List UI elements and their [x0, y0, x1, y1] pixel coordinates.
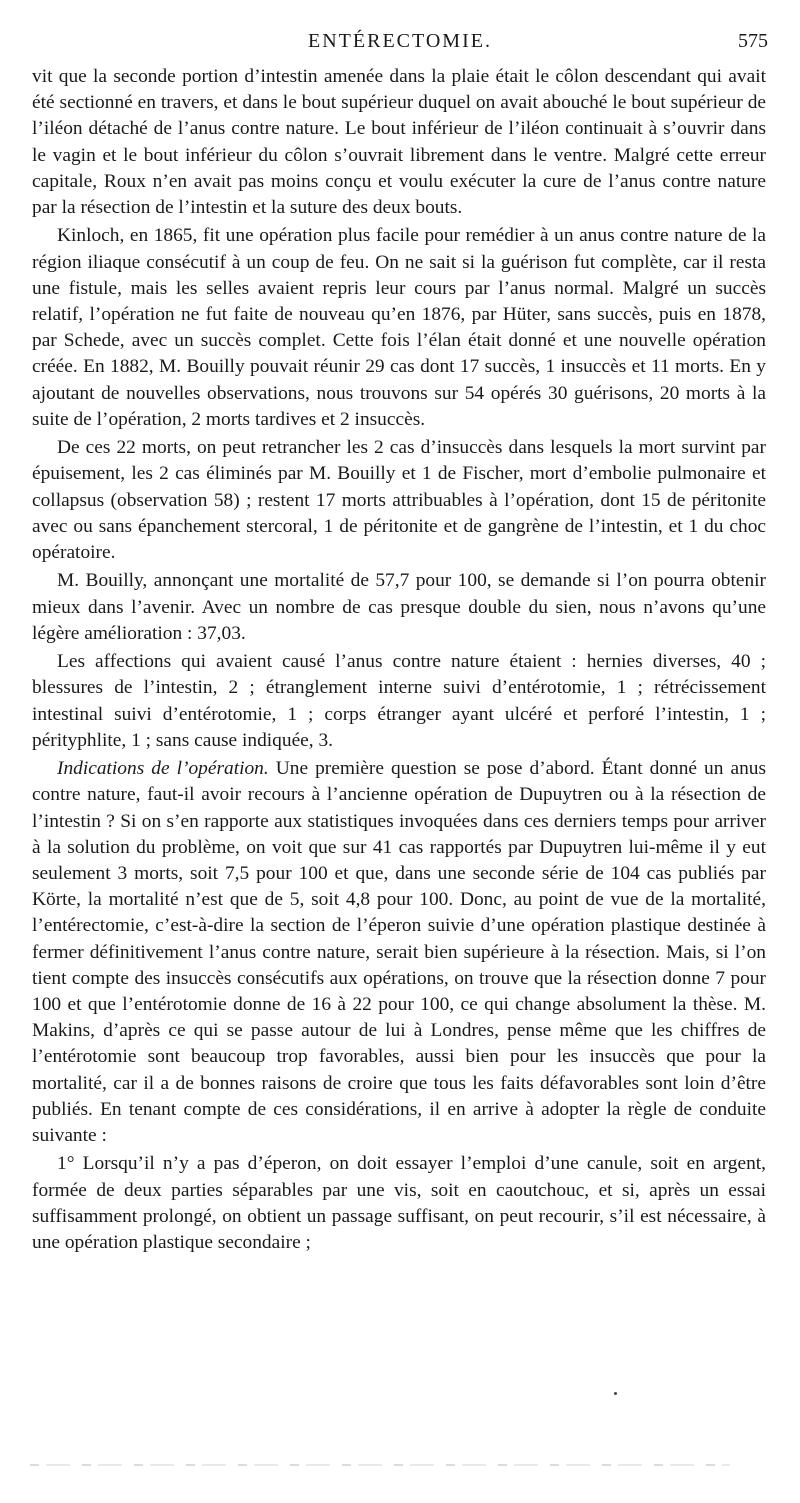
paragraph-deaths: De ces 22 morts, on peut retrancher les 2 cas d’insuccès dans lesquels la mort survint par épuisement, les 2 cas éliminés par M. Bouilly et 1 de Fischer, mort d’embolie pulmonaire et collapsus (observation 58) ; restent 17 morts attribuables à l’opération, dont 15 de péritonite avec ou sans épanchement stercoral, 1 de péritonite et de gangrène de l’intestin, et 1 du choc opératoire. [32, 437, 766, 564]
page-number: 575 [738, 30, 768, 52]
faded-footer-line [30, 1464, 730, 1466]
paragraph-affections: Les affections qui avaient causé l’anus contre nature étaient : hernies diverses, 40 ; blessures de l’intestin, 2 ; étranglement interne suivi d’entérotomie, 1 ; rétrécissement intestinal suivi d’entérotomie, 1 ; corps étranger ayant ulcéré et perforé l’intestin, 1 ; pérityphlite, 1 ; sans cause indiquée, 3. [32, 651, 766, 751]
print-speck [614, 1392, 617, 1395]
paragraph-indications [32, 756, 766, 1149]
running-title: ENTÉRECTOMIE. [308, 30, 492, 52]
body-text [32, 64, 766, 1258]
paragraph-kinloch: Kinloch, en 1865, fit une opération plus facile pour remédier à un anus contre nature de la région iliaque consécutif à un coup de feu. On ne sait si la guérison fut complète, car il resta une fistule, mais les selles avaient repris leur cours par l’anus normal. Malgré un succès relatif, l’opération ne fut faite de nouveau qu’en 1876, par Hüter, sans succès, puis en 1878, par Schede, avec un succès complet. Cette fois l’élan était donné et une nouvelle opération créée. En 1882, M. Bouilly pouvait réunir 29 cas dont 17 succès, 1 insuccès et 11 morts. En y ajoutant de nouvelles observations, nous trouvons sur 54 opérés 30 guérisons, 20 morts à la suite de l’opération, 2 morts tardives et 2 insuccès. [32, 225, 766, 430]
paragraph-bouilly-mortality: M. Bouilly, annonçant une mortalité de 57,7 pour 100, se demande si l’on pourra obtenir mieux dans l’avenir. Avec un nombre de cas presque double du sien, nous n’avons qu’une légère amélioration : 37,03. [32, 570, 766, 644]
indications-heading: Indications de l’opération. [57, 758, 269, 780]
paragraph-rule-1: 1° Lorsqu’il n’y a pas d’éperon, on doit essayer l’emploi d’une canule, soit en argent, formée de deux parties séparables par une vis, soit en caoutchouc, et si, après un essai suffisamment prolongé, on obtient un passage suffisant, on peut recourir, s’il est nécessaire, à une opération plastique secondaire ; [32, 1153, 766, 1254]
indications-text: Une première question se pose d’abord. Étant donné un anus contre nature, faut-il avoir recours à l’ancienne opération de Dupuytren ou à la résection de l’intestin ? Si on s’en rapporte aux statistiques invoquées dans ces derniers temps pour arriver à la solution du problème, on voit que sur 41 cas rapportés par Dupuytren lui-même il y eut seulement 3 morts, soit 7,5 pour 100 et que, dans une seconde série de 104 cas publiés par Körte, la mortalité n’est que de 5, soit 4,8 pour 100. Donc, au point de vue de la mortalité, l’entérectomie, c’est-à-dire la section de l’éperon suivie d’une opération plastique destinée à fermer définitivement l’anus contre nature, serait bien supérieure à la résection. Mais, si l’on tient compte des insuccès consécutifs aux opérations, on trouve que la résection donne 7 pour 100 et que l’entérotomie donne de 16 à 22 pour 100, ce qui change absolument la thèse. M. Makins, d’après ce qui se passe autour de lui à Londres, pense même que les chiffres de l’entérotomie sont beaucoup trop favorables, aussi bien pour les insuccès que pour la mortalité, car il a de bonnes raisons de croire que tous les faits défavorables sont loin d’être publiés. En tenant compte de ces considérations, il en arrive à adopter la règle de conduite suivante : [32, 758, 767, 1147]
paragraph-roux-continuation: vit que la seconde portion d’intestin amenée dans la plaie était le côlon descendant qui avait été sectionné en travers, et dans le bout supérieur duquel on avait abouché le bout supérieur de l’iléon détaché de l’anus contre nature. Le bout inférieur de l’iléon continuait à s’ouvrir dans le vagin et le bout inférieur du côlon s’ouvrait librement dans le ventre. Malgré cette erreur capitale, Roux n’en avait pas moins conçu et voulu exécuter la cure de l’anus contre nature par la résection de l’intestin et la suture des deux bouts. [32, 66, 766, 219]
page-header [32, 30, 768, 56]
